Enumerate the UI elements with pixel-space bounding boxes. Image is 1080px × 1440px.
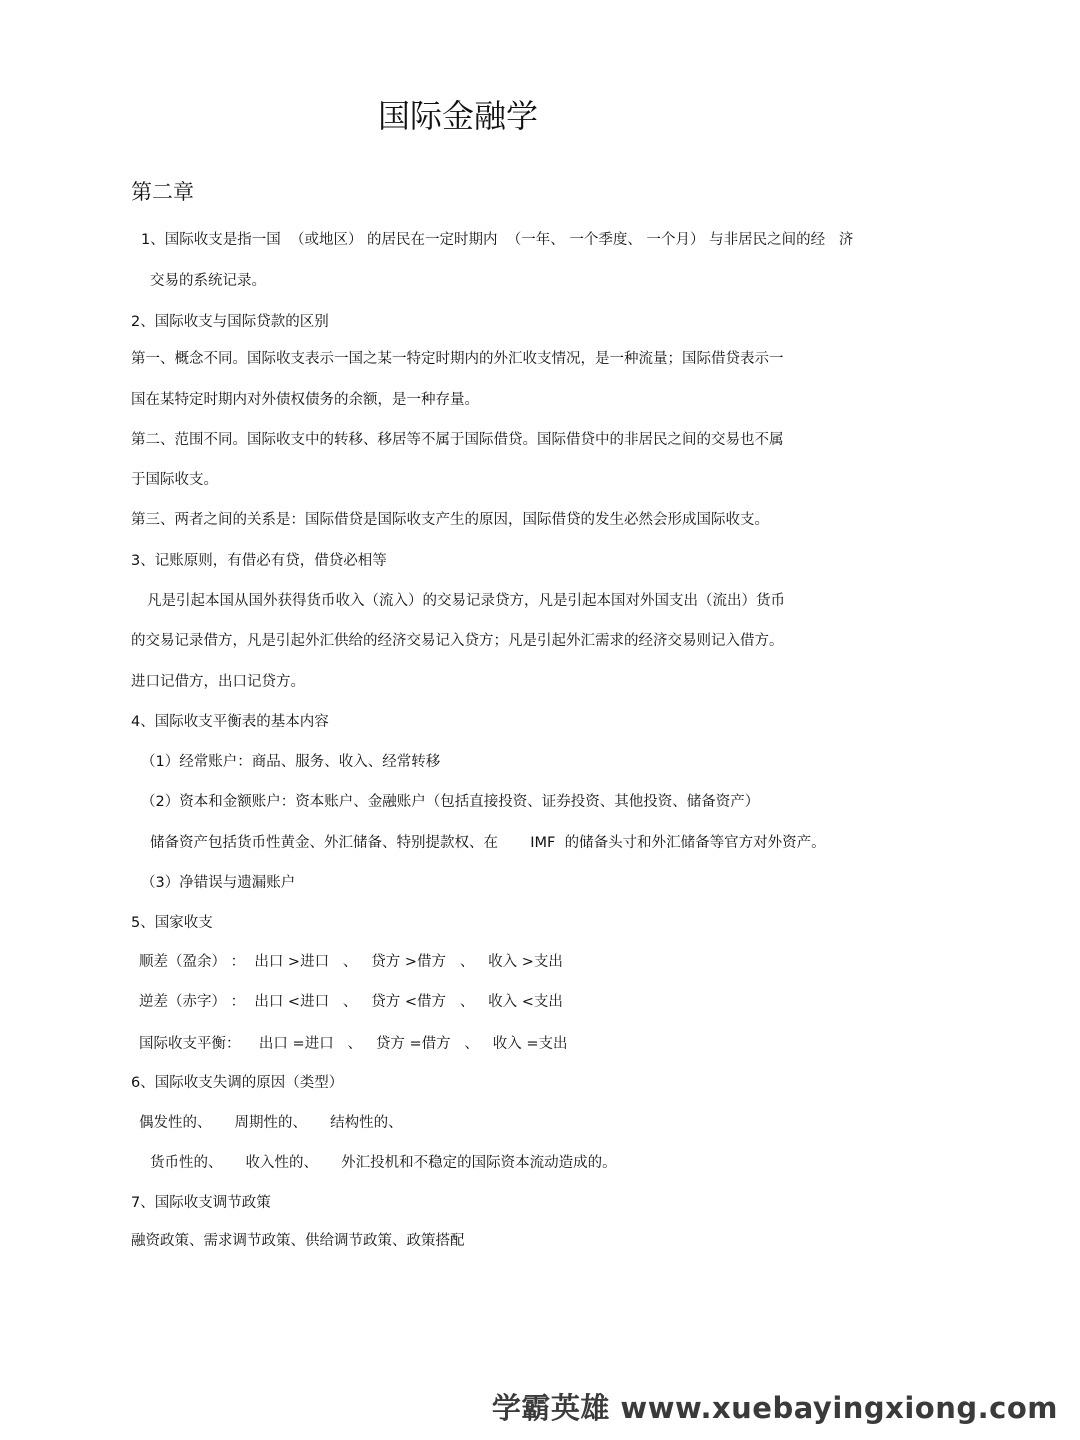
text-line: 的交易记录借方，凡是引起外汇供给的经济交易记入贷方；凡是引起外汇需求的经济交易则记入借方。 bbox=[131, 633, 784, 649]
text-line: （3）净错误与遗漏账户 bbox=[141, 875, 296, 891]
watermark: 学霸英雄 www.xuebayingxiong.com bbox=[491, 1391, 1058, 1425]
section-heading: 3、记账原则，有借必有贷，借贷必相等 bbox=[131, 553, 387, 569]
text-line: 进口记借方，出口记贷方。 bbox=[131, 674, 305, 690]
text-line: 交易的系统记录。 bbox=[150, 273, 266, 289]
text-line: 国在某特定时期内对外债权债务的余额，是一种存量。 bbox=[131, 392, 479, 408]
section-heading: 4、国际收支平衡表的基本内容 bbox=[131, 714, 329, 730]
text-line: 国际收支平衡： 出口 =进口 、 贷方 =借方 、 收入 =支出 bbox=[139, 1036, 568, 1052]
text-line: 第一、概念不同。国际收支表示一国之某一特定时期内的外汇收支情况，是一种流量；国际借贷表示一 bbox=[131, 351, 784, 367]
section-heading: 2、国际收支与国际贷款的区别 bbox=[131, 314, 329, 330]
text-line: 凡是引起本国从国外获得货币收入（流入）的交易记录贷方，凡是引起本国对外国支出（流出）货币 bbox=[147, 593, 785, 609]
text-line: 于国际收支。 bbox=[131, 472, 218, 488]
section-heading: 6、国际收支失调的原因（类型） bbox=[131, 1075, 344, 1091]
section-heading: 7、国际收支调节政策 bbox=[131, 1195, 271, 1211]
text-line: 第二、范围不同。国际收支中的转移、移居等不属于国际借贷。国际借贷中的非居民之间的交易也不属 bbox=[131, 432, 784, 448]
text-line: 逆差（赤字） ： 出口 <进口 、 贷方 <借方 、 收入 <支出 bbox=[139, 994, 563, 1010]
text-line: （1）经常账户：商品、服务、收入、经常转移 bbox=[141, 754, 441, 770]
chapter-heading: 第二章 bbox=[131, 180, 194, 204]
text-line: 第三、两者之间的关系是：国际借贷是国际收支产生的原因，国际借贷的发生必然会形成国际收支。 bbox=[131, 512, 769, 528]
text-line: 偶发性的、 周期性的、 结构性的、 bbox=[139, 1115, 403, 1131]
text-line: 融资政策、需求调节政策、供给调节政策、政策搭配 bbox=[131, 1233, 465, 1249]
text-line: 顺差（盈余） ： 出口 >进口 、 贷方 >借方 、 收入 >支出 bbox=[139, 954, 563, 970]
document-title: 国际金融学 bbox=[378, 97, 539, 135]
section-heading: 5、国家收支 bbox=[131, 915, 213, 931]
text-line: 1、国际收支是指一国 （或地区） 的居民在一定时期内 （一年、 一个季度、 一个月） 与非居民之间的经 济 bbox=[141, 232, 854, 248]
text-line: 货币性的、 收入性的、 外汇投机和不稳定的国际资本流动造成的。 bbox=[150, 1155, 617, 1171]
text-line: （2）资本和金额账户：资本账户、金融账户（包括直接投资、证券投资、其他投资、储备资产） bbox=[141, 794, 760, 810]
text-line: 储备资产包括货币性黄金、外汇储备、特别提款权、在 IMF 的储备头寸和外汇储备等官方对外资产。 bbox=[150, 835, 826, 851]
